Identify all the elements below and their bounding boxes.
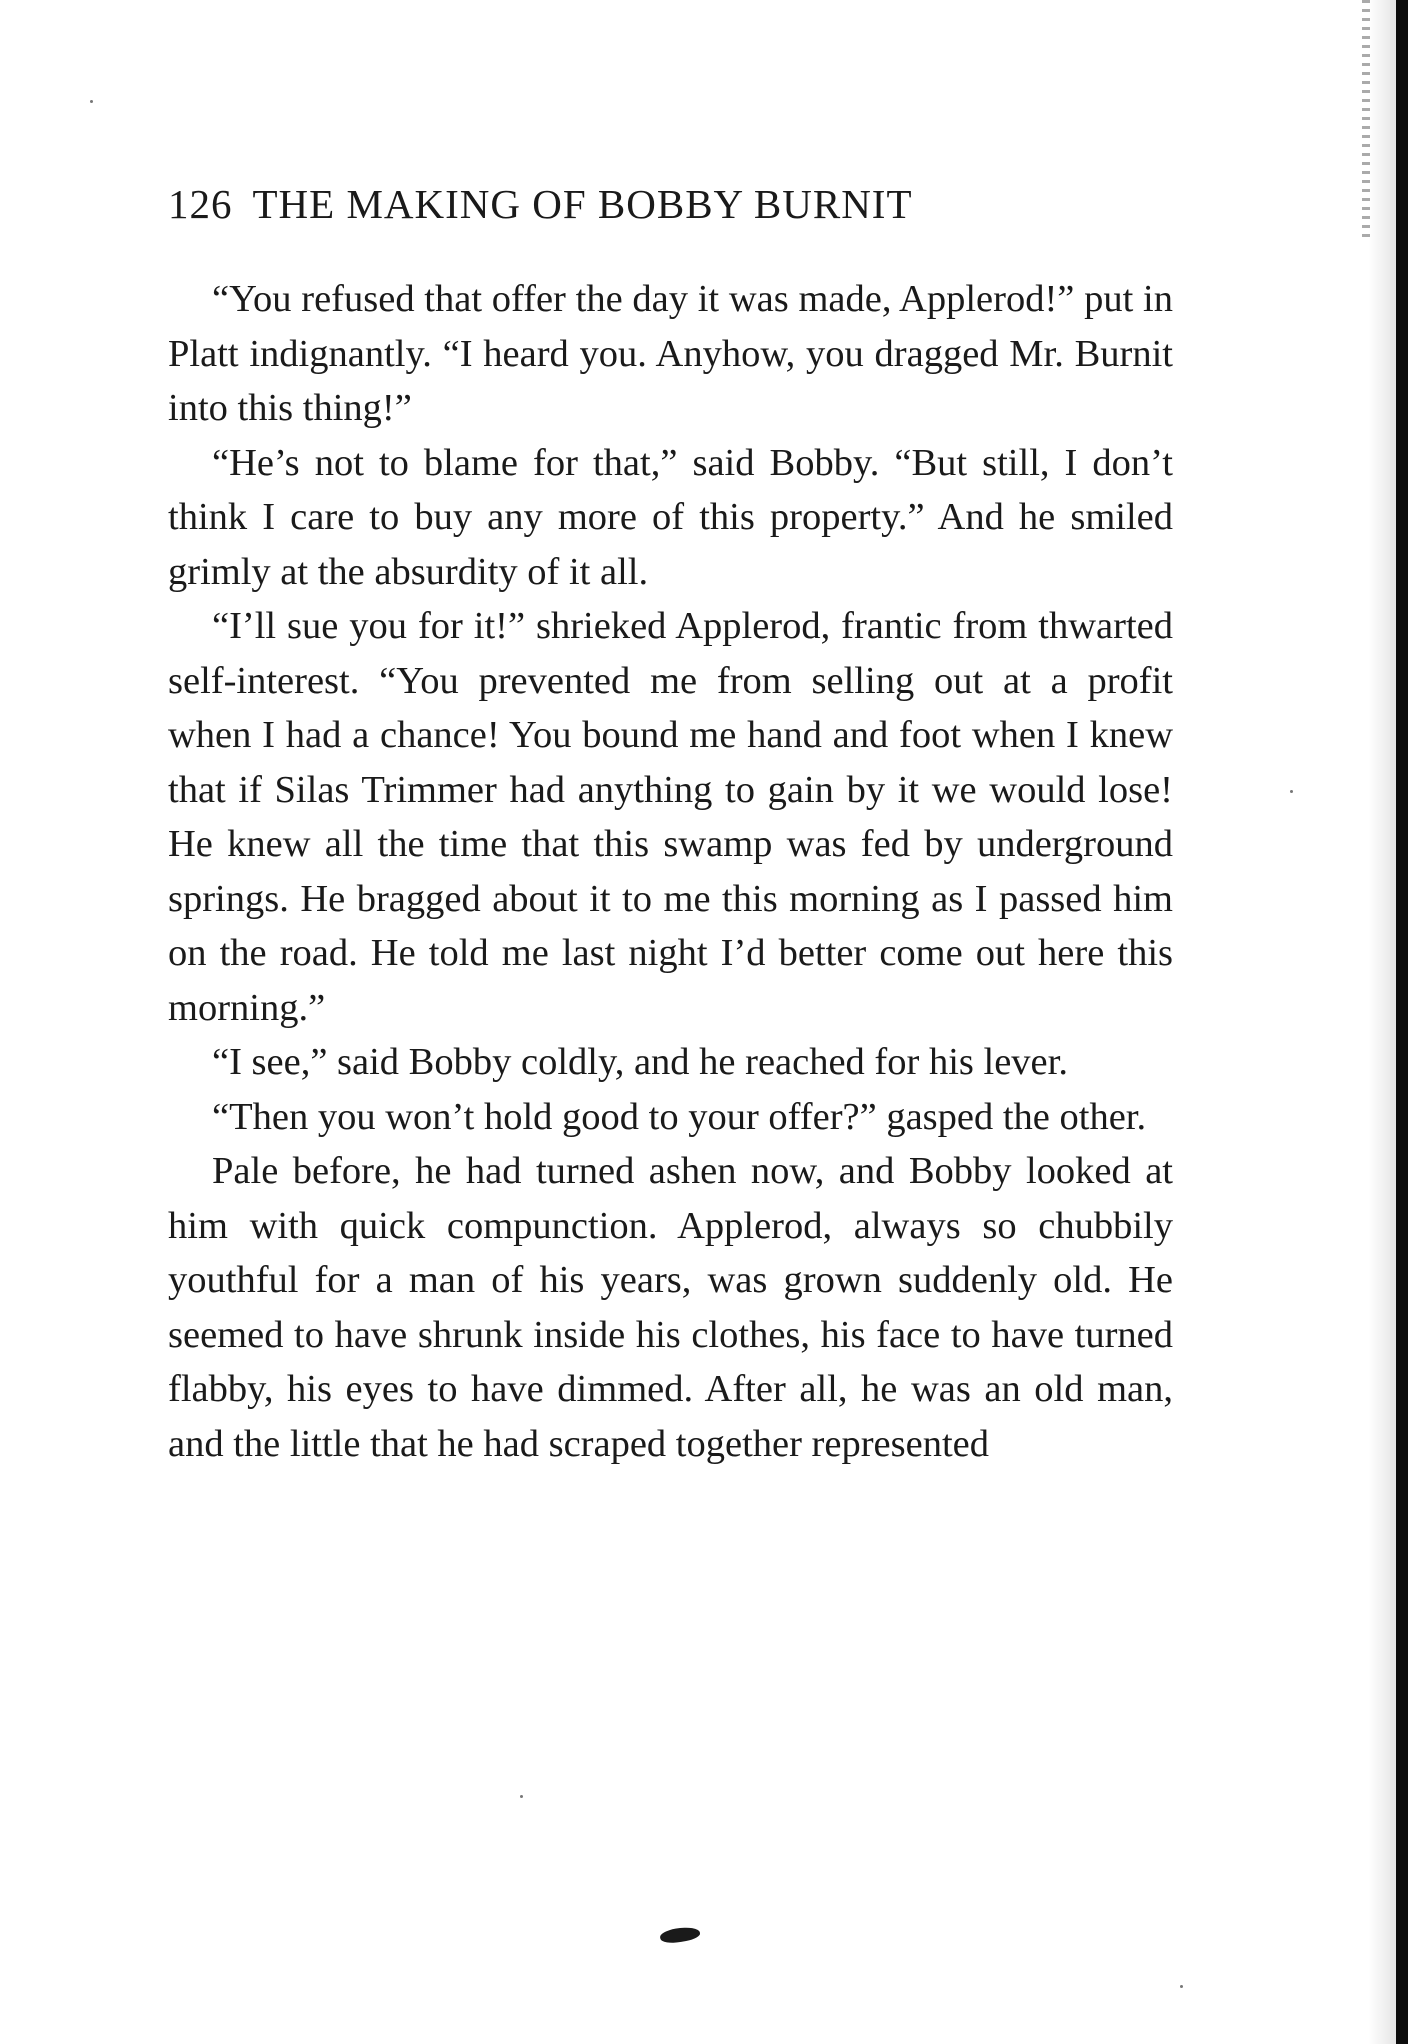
paragraph: “You refused that offer the day it was made, Applerod!” put in Platt indignantly. “I heard you. Anyhow, you dragged Mr. Burnit into this thing!” bbox=[168, 278, 1173, 429]
binding-edge bbox=[1396, 0, 1408, 2044]
running-header bbox=[168, 180, 1168, 232]
paragraph: “I see,” said Bobby coldly, and he reached for his lever. bbox=[212, 1041, 1068, 1083]
paragraph: “I’ll sue you for it!” shrieked Applerod, frantic from thwarted self-interest. “You prevented me from selling out at a profit when I had a chance! You bound me hand and foot when I knew that if Silas Trimmer had anything to gain by it we would lose! He knew all the time that this swamp was fed by underground springs. He bragged about it to me this morning as I passed him on the road. He told me last night I’d better come out here this morning.” bbox=[168, 605, 1173, 1029]
ink-blot bbox=[659, 1925, 701, 1946]
paragraph: “He’s not to blame for that,” said Bobby. “But still, I don’t think I care to buy any more of this property.” And he smiled grimly at the absurdity of it all. bbox=[168, 441, 1173, 593]
body-text bbox=[168, 272, 1173, 1471]
binding-stitch-marks bbox=[1362, 0, 1370, 240]
paper-speck bbox=[520, 1795, 523, 1798]
paragraph: “Then you won’t hold good to your offer?” gasped the other. bbox=[212, 1095, 1147, 1138]
paper-speck bbox=[1290, 790, 1293, 793]
paragraph: Pale before, he had turned ashen now, and Bobby looked at him with quick compunction. Applerod, always so chubbily youthful for a man of his years, was grown suddenly old. He seemed to have shrunk inside his clothes, his face to have turned flabby, his eyes to have dimmed. After all, he was an old man, and the little that he had scraped together represented bbox=[168, 1150, 1173, 1465]
paper-speck bbox=[90, 100, 93, 103]
page-number: 126 bbox=[168, 181, 233, 227]
page-gutter-shadow bbox=[1368, 0, 1396, 2044]
book-title: THE MAKING OF BOBBY BURNIT bbox=[252, 181, 913, 227]
paper-speck bbox=[1180, 1985, 1183, 1988]
